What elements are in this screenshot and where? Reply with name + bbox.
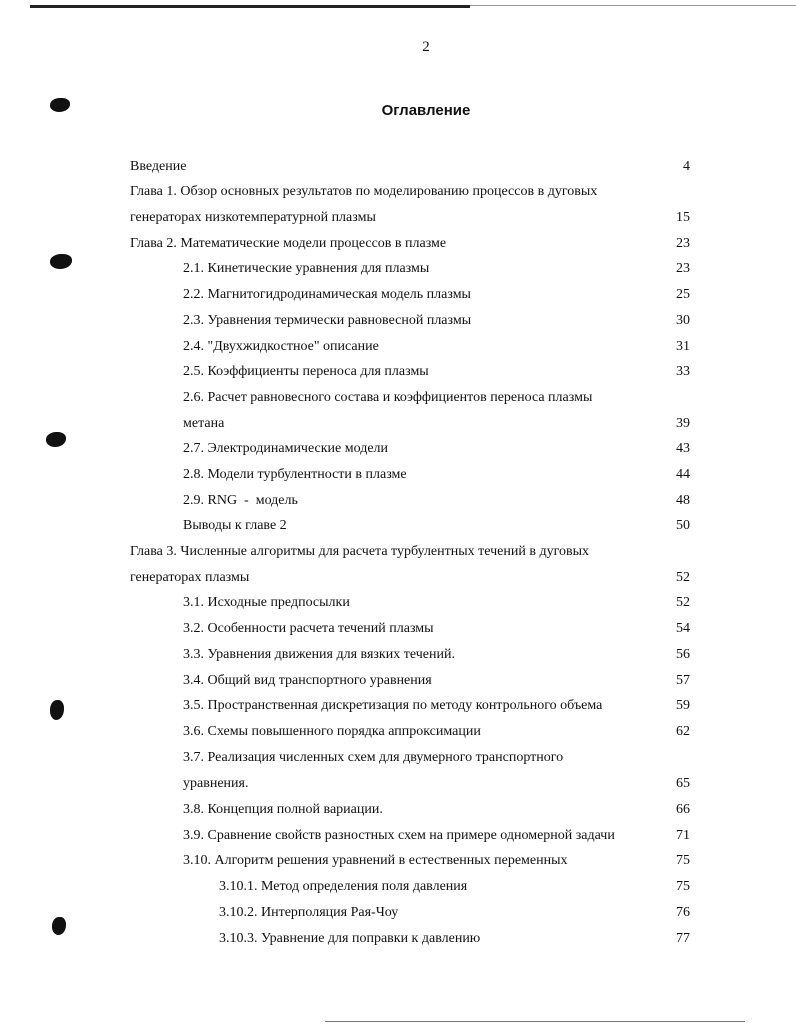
toc-entry-title: Глава 2. Математические модели процессов в плазме <box>130 236 447 251</box>
toc-entry <box>130 851 690 871</box>
toc-entry <box>130 826 690 846</box>
toc-entry <box>130 516 690 536</box>
toc-entry <box>130 877 690 897</box>
toc-entry-page: 52 <box>676 595 690 610</box>
toc-entry-page: 30 <box>676 313 690 328</box>
toc-entry-title: 2.1. Кинетические уравнения для плазмы <box>183 261 430 276</box>
toc-entry <box>130 362 690 382</box>
toc-entry-page: 59 <box>676 698 690 713</box>
toc-entry-page: 50 <box>676 518 690 533</box>
toc-entry-title: 3.10. Алгоритм решения уравнений в естественных переменных <box>183 853 568 868</box>
toc-entry <box>130 696 690 716</box>
toc-entry-title: метана <box>183 416 225 431</box>
toc-entry <box>130 593 690 613</box>
toc-entry-page: 65 <box>676 776 690 791</box>
toc-entry-title: 3.5. Пространственная дискретизация по методу контрольного объема <box>183 698 603 713</box>
toc-entry-page: 76 <box>676 905 690 920</box>
toc-entry <box>130 671 690 691</box>
toc-entry-title: 2.7. Электродинамические модели <box>183 441 389 456</box>
page-number: 2 <box>422 39 430 55</box>
toc-entry-page: 39 <box>676 416 690 431</box>
toc-entry <box>130 722 690 742</box>
toc-entry-title: 2.9. RNG - модель <box>183 493 298 508</box>
toc-entry-page: 71 <box>676 828 690 843</box>
toc-entry-title: 3.10.1. Метод определения поля давления <box>219 879 468 894</box>
toc-entry <box>130 157 690 177</box>
toc-entry-title: генераторах низкотемпературной плазмы <box>130 210 376 225</box>
toc-entry-title: Введение <box>130 159 187 174</box>
toc-entry-title: 3.1. Исходные предпосылки <box>183 595 350 610</box>
toc-entry <box>130 259 690 279</box>
toc-entry <box>130 929 690 949</box>
toc-entry-title: 3.6. Схемы повышенного порядка аппроксимации <box>183 724 481 739</box>
toc-entry-title: 2.4. "Двухжидкостное" описание <box>183 339 379 354</box>
toc-entry <box>130 491 690 511</box>
toc-entry-title: генераторах плазмы <box>130 570 250 585</box>
toc-entry-page: 56 <box>676 647 690 662</box>
toc-entry <box>130 311 690 331</box>
toc-entry <box>130 903 690 923</box>
toc-entry-page: 23 <box>676 261 690 276</box>
toc-entry <box>130 234 690 254</box>
toc-entry-page: 44 <box>676 467 690 482</box>
toc-entry-title: 3.7. Реализация численных схем для двумерного транспортного <box>183 750 564 765</box>
toc-entry <box>130 388 690 408</box>
toc-entry-page: 31 <box>676 339 690 354</box>
toc-entry-page: 54 <box>676 621 690 636</box>
toc-entry-title: 3.8. Концепция полной вариации. <box>183 802 383 817</box>
toc-entry-page: 57 <box>676 673 690 688</box>
toc-entry-page: 23 <box>676 236 690 251</box>
toc-entry-title: 3.4. Общий вид транспортного уравнения <box>183 673 432 688</box>
toc-entry-title: уравнения. <box>183 776 249 791</box>
toc-entry-page: 62 <box>676 724 690 739</box>
toc-entry-title: 2.3. Уравнения термически равновесной плазмы <box>183 313 472 328</box>
toc-entry <box>130 748 690 768</box>
toc-entry <box>130 542 690 562</box>
toc-entry <box>130 285 690 305</box>
toc-entry-title: 3.3. Уравнения движения для вязких течений. <box>183 647 455 662</box>
toc-entry-title: 3.2. Особенности расчета течений плазмы <box>183 621 434 636</box>
toc-entry-title: 2.8. Модели турбулентности в плазме <box>183 467 407 482</box>
toc-entry-page: 33 <box>676 364 690 379</box>
toc-entry-title: 2.2. Магнитогидродинамическая модель плазмы <box>183 287 471 302</box>
toc-entry-title: 3.10.2. Интерполяция Рая-Чоу <box>219 905 399 920</box>
toc-entry-page: 52 <box>676 570 690 585</box>
toc-entry-title: Глава 1. Обзор основных результатов по моделированию процессов в дуговых <box>130 184 598 199</box>
toc-entry-title: Глава 3. Численные алгоритмы для расчета турбулентных течений в дуговых <box>130 544 590 559</box>
toc-entry-title: Выводы к главе 2 <box>183 518 287 533</box>
toc-entry <box>130 568 690 588</box>
toc-entry <box>130 774 690 794</box>
toc-entry-page: 75 <box>676 853 690 868</box>
toc-entry <box>130 182 690 202</box>
toc-entry-page: 48 <box>676 493 690 508</box>
toc-entry-page: 4 <box>683 159 690 174</box>
toc-entry <box>130 645 690 665</box>
toc-entry <box>130 337 690 357</box>
toc-entry <box>130 208 690 228</box>
toc-entry-page: 43 <box>676 441 690 456</box>
toc-entry-title: 2.6. Расчет равновесного состава и коэффициентов переноса плазмы <box>183 390 593 405</box>
toc-entry <box>130 619 690 639</box>
toc-entry-title: 2.5. Коэффициенты переноса для плазмы <box>183 364 429 379</box>
toc-entry <box>130 414 690 434</box>
toc-entry-page: 25 <box>676 287 690 302</box>
toc-entry <box>130 439 690 459</box>
toc-entry-title: 3.10.3. Уравнение для поправки к давлению <box>219 931 481 946</box>
toc-entry-title: 3.9. Сравнение свойств разностных схем на примере одномерной задачи <box>183 828 615 843</box>
toc-entry <box>130 800 690 820</box>
toc-entry-page: 66 <box>676 802 690 817</box>
toc-entry-page: 77 <box>676 931 690 946</box>
page-title: Оглавление <box>381 102 471 119</box>
toc-entry-page: 15 <box>676 210 690 225</box>
toc-entry-page: 75 <box>676 879 690 894</box>
toc-entry <box>130 465 690 485</box>
